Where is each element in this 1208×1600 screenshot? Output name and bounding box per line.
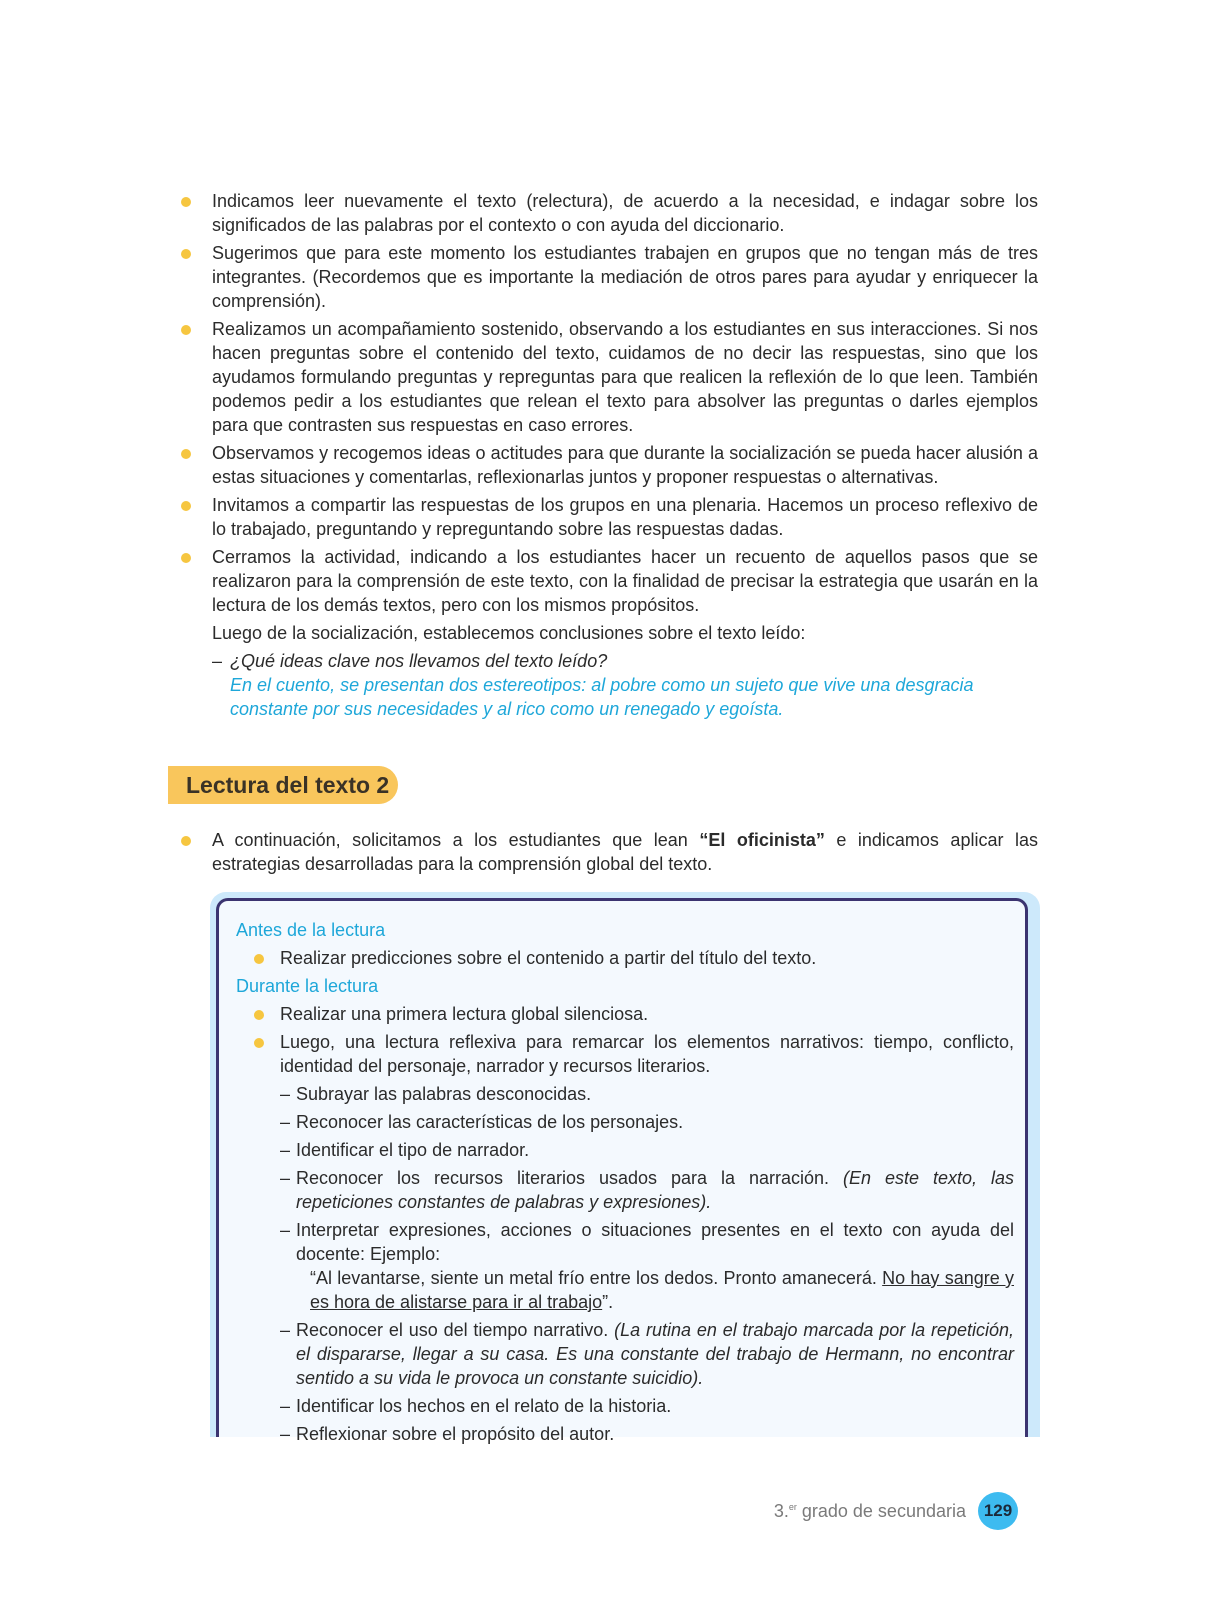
antes-heading: Antes de la lectura [236, 920, 386, 940]
list-item [168, 828, 1038, 876]
list-item-text: Indicamos leer nuevamente el texto (relectura), de acuerdo a la necesidad, e indagar sobre los significados de las palabras por el contexto o con ayuda del diccionario. [212, 191, 1038, 235]
reading-intro [168, 828, 1038, 880]
sub-item [236, 1138, 1014, 1162]
dash-icon: – [280, 1396, 291, 1416]
bullet-dot-icon [181, 836, 191, 846]
strategy-box-content [236, 914, 1014, 1446]
list-item [168, 317, 1038, 437]
list-item-text: Realizar una primera lectura global silenciosa. [280, 1004, 649, 1024]
dash-icon: – [280, 1220, 291, 1240]
sub-item [236, 1110, 1014, 1134]
section-title-tab [168, 766, 398, 804]
bullet-dot-icon [181, 449, 191, 459]
dash-icon: – [280, 1424, 291, 1444]
sub-item [236, 1082, 1014, 1106]
section-title: Lectura del texto 2 [186, 772, 390, 798]
sub-item-text: Identificar los hechos en el relato de la historia. [296, 1396, 672, 1416]
conclusion-intro: Luego de la socialización, establecemos conclusiones sobre el texto leído: [212, 623, 806, 643]
sub-item-text: Subrayar las palabras desconocidas. [296, 1084, 592, 1104]
grade-superscript: er [788, 1502, 797, 1512]
bullet-dot-icon [181, 197, 191, 207]
dash-icon: – [280, 1112, 291, 1132]
list-item [168, 545, 1038, 617]
sub-item-text: Interpretar expresiones, acciones o situaciones presentes en el texto con ayuda del docente: Ejemplo: [296, 1220, 1014, 1264]
sub-item-text: Reconocer las características de los personajes. [296, 1112, 684, 1132]
key-question [168, 649, 1038, 721]
sub-item [236, 1422, 1014, 1446]
quote-text: “Al levantarse, siente un metal frío entre los dedos. Pronto amanecerá. [310, 1268, 883, 1288]
bullet-dot-icon [254, 1010, 264, 1020]
sub-item-text: Identificar el tipo de narrador. [296, 1140, 530, 1160]
guidance-bullet-list [168, 189, 1038, 617]
example-quote [236, 1266, 1014, 1314]
sub-item [236, 1318, 1014, 1390]
bullet-dot-icon [181, 249, 191, 259]
bullet-dot-icon [254, 954, 264, 964]
dash-icon: – [212, 651, 223, 671]
list-item-text: Luego, una lectura reflexiva para remarcar los elementos narrativos: tiempo, conflicto, identidad del personaje, narrador y recursos literarios. [280, 1032, 1014, 1076]
sub-item-text: Reconocer los recursos literarios usados para la narración. [296, 1168, 843, 1188]
sub-item-text: Reflexionar sobre el propósito del autor. [296, 1424, 615, 1444]
list-item-text: Invitamos a compartir las respuestas de los grupos en una plenaria. Hacemos un proceso reflexivo de lo trabajado, preguntando y repreguntando sobre las respuestas dadas. [212, 495, 1038, 539]
page-footer [718, 1492, 1018, 1530]
list-item-text: Observamos y recogemos ideas o actitudes para que durante la socialización se pueda hacer alusión a estas situaciones y comentarlas, reflexionarlas juntos y proponer respuestas o alternativas. [212, 443, 1038, 487]
sub-item [236, 1218, 1014, 1266]
intro-text-before: A continuación, solicitamos a los estudiantes que lean [212, 830, 700, 850]
bullet-dot-icon [181, 553, 191, 563]
grade-text: grado de secundaria [796, 1501, 966, 1521]
reading-intro-list [168, 828, 1038, 876]
list-item-text: Realizamos un acompañamiento sostenido, observando a los estudiantes en sus interacciones. Si nos hacen preguntas sobre el contenido del texto, cuidamos de no decir las respuestas, sino que los ayudamos formulando preguntas y repreguntas para que realicen la reflexión de lo que leen. También podemos pedir a los estudiantes que relean el texto para absolver las preguntas o darles ejemplos para que contrasten sus respuestas en caso errores. [212, 319, 1038, 435]
list-item [168, 241, 1038, 313]
list-item-text: Sugerimos que para este momento los estudiantes trabajen en grupos que no tengan más de tres integrantes. (Recordemos que es importante la mediación de otros pares para ayudar y enriquecer la comprensión). [212, 243, 1038, 311]
bullet-dot-icon [181, 501, 191, 511]
intro-text-after: e indicamos aplicar las estrategias desarrolladas para la comprensión global del texto. [212, 830, 1038, 874]
bullet-dot-icon [254, 1038, 264, 1048]
durante-heading: Durante la lectura [236, 976, 379, 996]
dash-icon: – [280, 1140, 291, 1160]
sub-item [236, 1394, 1014, 1418]
list-item [168, 441, 1038, 489]
sub-item [236, 1166, 1014, 1214]
list-item [168, 189, 1038, 237]
story-title: “El oficinista” [699, 830, 825, 850]
list-item-text: Cerramos la actividad, indicando a los estudiantes hacer un recuento de aquellos pasos que se realizaron para la comprensión de este texto, con la finalidad de precisar la estrategia que usarán en la lectura de los demás textos, pero con los mismos propósitos. [212, 547, 1038, 615]
grade-number: 3. [773, 1501, 789, 1521]
dash-icon: – [280, 1320, 291, 1340]
grade-label [774, 1501, 966, 1522]
list-item [236, 1002, 1014, 1026]
dash-icon: – [280, 1084, 291, 1104]
list-item [236, 946, 1014, 970]
quote-underlined: No hay sangre y es hora de alistarse para ir al trabajo [310, 1268, 1014, 1312]
answer-text: En el cuento, se presentan dos estereotipos: al pobre como un sujeto que vive una desgracia constante por sus necesidades y al rico como un renegado y egoísta. [230, 675, 974, 719]
sub-item-note: (La rutina en el trabajo marcada por la repetición, el dispararse, llegar a su casa. Es una constante del trabajo de Hermann, no encontrar sentido a su vida le provoca un constante suicidio). [296, 1320, 1014, 1388]
list-item-text: Realizar predicciones sobre el contenido a partir del título del texto. [280, 948, 817, 968]
list-item [168, 493, 1038, 541]
sub-item-text: Reconocer el uso del tiempo narrativo. [296, 1320, 615, 1340]
list-item [236, 1030, 1014, 1078]
dash-icon: – [280, 1168, 291, 1188]
bullet-dot-icon [181, 325, 191, 335]
guidance-section [168, 189, 1038, 721]
question-text: ¿Qué ideas clave nos llevamos del texto leído? [230, 651, 608, 671]
page-number-badge: 129 [978, 1492, 1018, 1530]
sub-item-note: (En este texto, las repeticiones constantes de palabras y expresiones). [296, 1168, 1014, 1212]
quote-end: ”. [602, 1292, 614, 1312]
